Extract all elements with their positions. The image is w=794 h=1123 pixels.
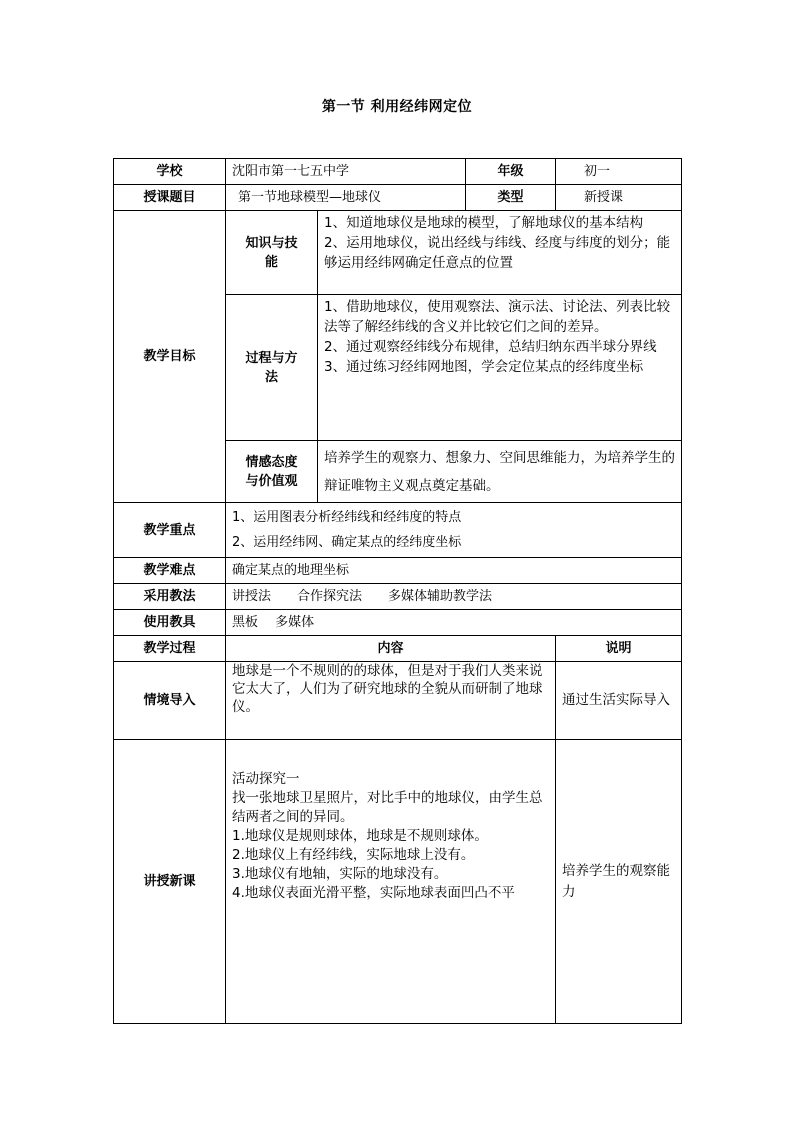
row-key-points <box>114 503 682 558</box>
attitude-text: 培养学生的观察力、想象力、空间思维能力，为培养学生的辩证唯物主义观点奠定基础。 <box>318 441 682 503</box>
new-lesson-line: 3.地球仪有地轴，实际的地球没有。 <box>232 866 448 882</box>
attitude-label <box>226 441 318 503</box>
tools-value: 黑板 多媒体 <box>226 610 682 636</box>
attitude-label-line2: 与价值观 <box>245 473 298 489</box>
difficulty-value: 确定某点的地理坐标 <box>226 558 682 584</box>
topic-value: 第一节地球模型—地球仪 <box>226 185 466 211</box>
difficulty-label: 教学难点 <box>114 558 226 584</box>
methods-label: 采用教法 <box>114 584 226 610</box>
topic-label: 授课题目 <box>114 185 226 211</box>
row-methods <box>114 584 682 610</box>
page-title: 第一节 利用经纬网定位 <box>321 99 473 115</box>
process-item: 3、通过练习经纬网地图，学会定位某点的经纬度坐标 <box>324 359 644 375</box>
process-item: 1、借助地球仪，使用观察法、演示法、讨论法、列表比较法等了解经纬线的含义并比较它们之间的差异。 <box>324 299 671 335</box>
content-header: 内容 <box>226 636 556 662</box>
row-objective-knowledge <box>114 211 682 295</box>
new-lesson-label: 讲授新课 <box>114 740 226 1024</box>
methods-value: 讲授法 合作探究法 多媒体辅助教学法 <box>226 584 682 610</box>
row-intro <box>114 662 682 740</box>
key-point-item: 1、运用图表分析经纬线和经纬度的特点 <box>232 510 462 525</box>
knowledge-label <box>226 211 318 295</box>
tools-label: 使用教具 <box>114 610 226 636</box>
intro-label: 情境导入 <box>114 662 226 740</box>
row-topic <box>114 185 682 211</box>
knowledge-item: 1、知道地球仪是地球的模型，了解地球仪的基本结构 <box>324 215 644 231</box>
new-lesson-note: 培养学生的观察能力 <box>556 740 682 1024</box>
knowledge-item: 2、运用地球仪，说出经线与纬线、经度与纬度的划分；能够运用经纬网确定任意点的位置 <box>324 235 671 271</box>
row-difficulty <box>114 558 682 584</box>
row-new-lesson <box>114 740 682 1024</box>
process-text <box>318 295 682 441</box>
note-header: 说明 <box>556 636 682 662</box>
new-lesson-line: 找一张地球卫星照片，对比手中的地球仪，由学生总结两者之间的异同。 <box>232 790 543 825</box>
objectives-label: 教学目标 <box>114 211 226 503</box>
key-points-label: 教学重点 <box>114 503 226 558</box>
new-lesson-line: 2.地球仪上有经纬线，实际地球上没有。 <box>232 847 475 863</box>
row-tools <box>114 610 682 636</box>
new-lesson-content <box>226 740 556 1024</box>
process-label <box>226 295 318 441</box>
new-lesson-line: 活动探究一 <box>232 771 300 787</box>
grade-label: 年级 <box>466 159 556 185</box>
knowledge-label-line1: 知识与技 <box>245 235 298 251</box>
grade-value: 初一 <box>556 159 682 185</box>
lesson-type-label: 类型 <box>466 185 556 211</box>
new-lesson-line: 1.地球仪是规则球体，地球是不规则球体。 <box>232 828 488 844</box>
lesson-plan-table <box>113 158 682 1024</box>
new-lesson-line: 4.地球仪表面光滑平整，实际地球表面凹凸不平 <box>232 885 515 901</box>
key-point-item: 2、运用经纬网、确定某点的经纬度坐标 <box>232 535 462 550</box>
process-label-line1: 过程与方 <box>245 350 298 366</box>
knowledge-text <box>318 211 682 295</box>
intro-content: 地球是一个不规则的的球体，但是对于我们人类来说它太大了，人们为了研究地球的全貌从而研制了地球仪。 <box>226 662 556 740</box>
key-points-text <box>226 503 682 558</box>
attitude-label-line1: 情感态度 <box>245 454 298 470</box>
lesson-type-value: 新授课 <box>556 185 682 211</box>
process-item: 2、通过观察经纬线分布规律，总结归纳东西半球分界线 <box>324 339 657 355</box>
school-value: 沈阳市第一七五中学 <box>226 159 466 185</box>
process-label-line2: 法 <box>264 369 278 385</box>
process-header-label: 教学过程 <box>114 636 226 662</box>
intro-note: 通过生活实际导入 <box>556 662 682 740</box>
knowledge-label-line2: 能 <box>264 254 278 270</box>
row-process-header <box>114 636 682 662</box>
row-school <box>114 159 682 185</box>
school-label: 学校 <box>114 159 226 185</box>
